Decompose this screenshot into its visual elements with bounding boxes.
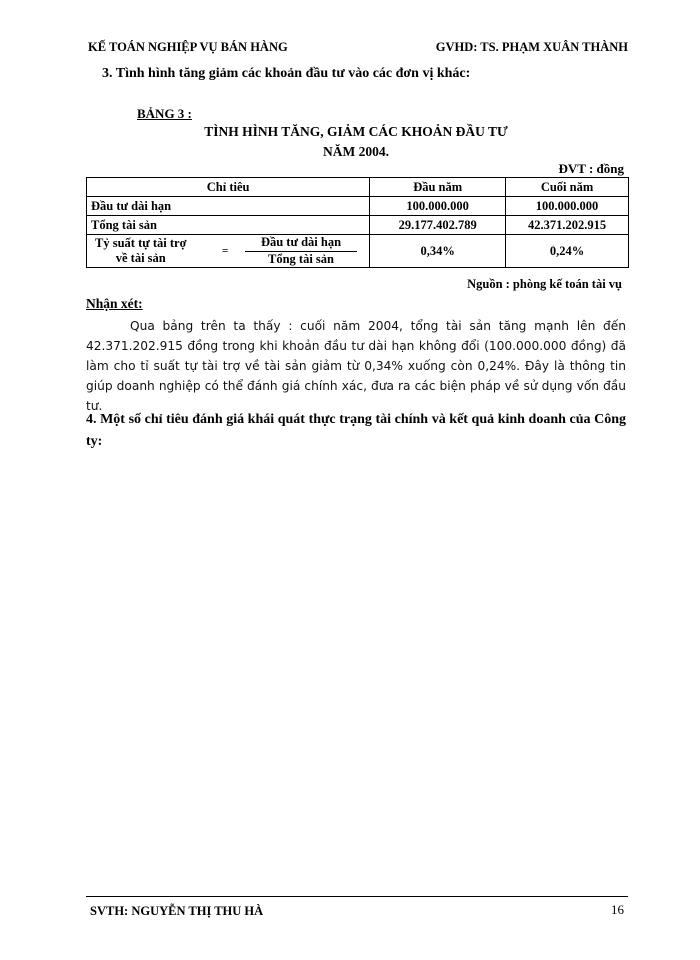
table-header-row <box>87 178 629 197</box>
page-number: 16 <box>611 902 624 917</box>
header-supervisor: GVHD: TS. PHẠM XUÂN THÀNH <box>435 40 628 54</box>
section-3-heading: 3. Tình hình tăng giảm các khoản đầu tư vào các đơn vị khác: <box>102 66 471 81</box>
ratio-fraction <box>245 235 357 267</box>
ratio-end-value: 0,24% <box>506 235 629 268</box>
column-header-end: Cuối năm <box>506 178 629 197</box>
footer-student-name: SVTH: NGUYỄN THỊ THU HÀ <box>90 904 264 918</box>
ratio-start-value: 0,34% <box>370 235 506 268</box>
ratio-name <box>95 236 187 266</box>
column-header-indicator: Chỉ tiêu <box>87 178 370 197</box>
remark-title: Nhận xét: <box>86 296 143 311</box>
ratio-name-line-2: về tài sản <box>115 251 166 265</box>
ratio-name-line-1: Tỷ suất tự tài trợ <box>95 236 187 250</box>
row-end-value: 100.000.000 <box>506 197 629 216</box>
table-row <box>87 216 629 235</box>
table-unit: ĐVT : đồng <box>558 161 624 176</box>
ratio-label-cell <box>87 235 370 268</box>
column-header-start: Đầu năm <box>370 178 506 197</box>
row-label: Đầu tư dài hạn <box>87 197 370 216</box>
table-title-line-1: TÌNH HÌNH TĂNG, GIẢM CÁC KHOẢN ĐẦU TƯ <box>204 124 508 139</box>
row-end-value: 42.371.202.915 <box>506 216 629 235</box>
table-title-line-2: NĂM 2004. <box>323 144 389 159</box>
row-start-value: 100.000.000 <box>370 197 506 216</box>
investment-table <box>86 177 629 268</box>
fraction-denominator: Tổng tài sản <box>268 252 334 266</box>
row-start-value: 29.177.402.789 <box>370 216 506 235</box>
table-source: Nguồn : phòng kế toán tài vụ <box>467 277 622 291</box>
table-row <box>87 197 629 216</box>
table-title <box>86 122 626 162</box>
fraction-numerator: Đầu tư dài hạn <box>245 235 357 252</box>
ratio-row <box>87 235 629 268</box>
row-label: Tổng tài sản <box>87 216 370 235</box>
remark-paragraph: Qua bảng trên ta thấy : cuối năm 2004, tổng tài sản tăng mạnh lên đến 42.371.202.915 đồng trong khi khoản đầu tư dài hạn không đổi (100.000.000 đồng) đã làm cho tỉ suất tự tài trợ về tài sản giảm từ 0,34% xuống còn 0,24%. Đây là thông tin giúp doanh nghiệp có thể đánh giá chính xác, đưa ra các biện pháp về sử dụng vốn đầu tư. <box>86 319 626 413</box>
table-label: BẢNG 3 : <box>137 106 192 121</box>
header-course-title: KẾ TOÁN NGHIỆP VỤ BÁN HÀNG <box>88 40 288 54</box>
equals-sign: = <box>222 245 229 257</box>
section-4-heading: 4. Một số chỉ tiêu đánh giá khái quát thực trạng tài chính và kết quả kinh doanh của Công ty: <box>86 412 626 449</box>
footer-divider <box>86 896 628 897</box>
